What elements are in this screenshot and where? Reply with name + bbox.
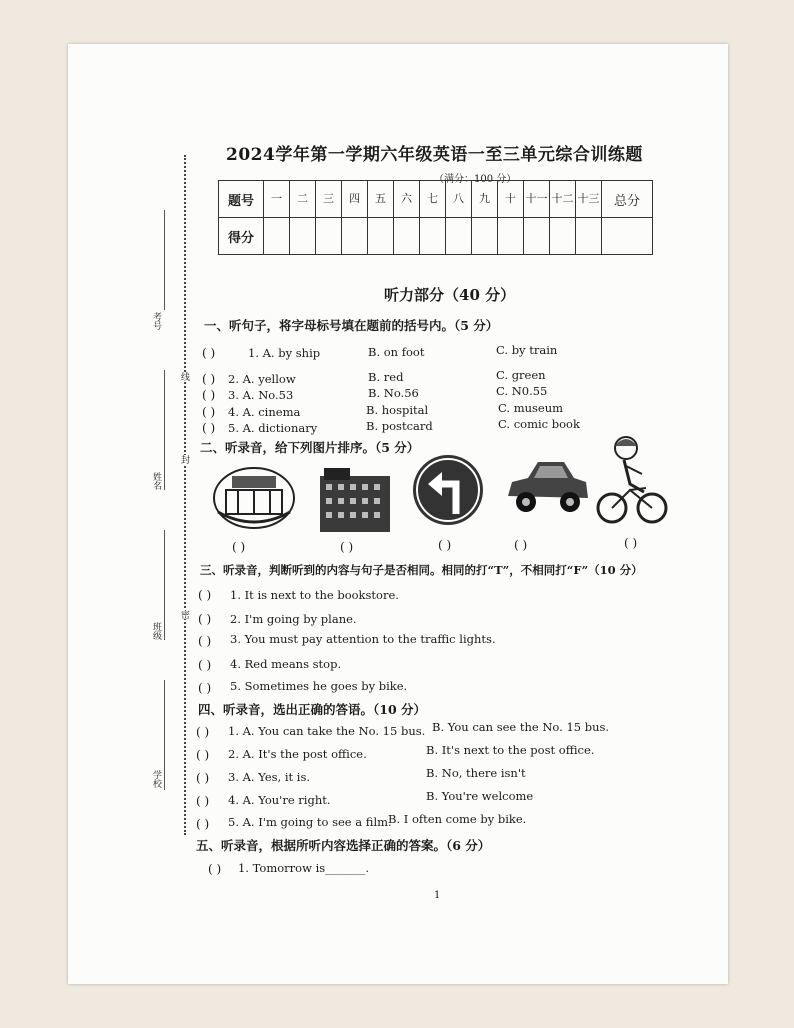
score-table-row-head: 题号 — [219, 181, 264, 218]
answer-paren[interactable]: ( ) — [196, 771, 210, 785]
section5-heading: 五、听录音，根据所听内容选择正确的答案。（6 分） — [196, 838, 491, 853]
option-a: 4. A. You're right. — [228, 793, 331, 807]
section4-heading: 四、听录音，选出正确的答语。（10 分） — [198, 702, 426, 717]
score-cell[interactable] — [576, 218, 602, 255]
label-class: 班级 — [151, 622, 161, 640]
option-b: B. postcard — [366, 419, 433, 433]
score-table-col: 四 — [342, 181, 368, 218]
option-c: C. green — [496, 368, 546, 382]
score-cell[interactable] — [602, 218, 653, 255]
building-picture — [314, 466, 394, 534]
section2-heading: 二、听录音，给下列图片排序。（5 分） — [200, 440, 420, 455]
answer-paren[interactable]: ( ) — [196, 794, 210, 808]
label-name: 姓名 — [151, 472, 161, 490]
score-cell[interactable] — [446, 218, 472, 255]
score-cell[interactable] — [550, 218, 576, 255]
option-c: C. comic book — [498, 417, 580, 431]
label-exam-number: 考号 — [151, 312, 161, 330]
score-table-col: 十二 — [550, 181, 576, 218]
binding-mark-feng: 封 — [179, 455, 189, 464]
score-table-col: 十 — [498, 181, 524, 218]
option-b: B. No, there isn't — [426, 766, 526, 780]
score-table-col: 七 — [420, 181, 446, 218]
score-table-col: 一 — [264, 181, 290, 218]
answer-paren[interactable]: ( ) — [198, 612, 212, 626]
section1-heading: 一、听句子，将字母标号填在题前的括号内。（5 分） — [204, 318, 499, 333]
score-cell[interactable] — [498, 218, 524, 255]
option-a: 5. A. I'm going to see a film. — [228, 815, 392, 829]
page-number: 1 — [434, 890, 441, 901]
score-cell[interactable] — [420, 218, 446, 255]
statement: 3. You must pay attention to the traffic lights. — [230, 632, 496, 646]
score-table-col: 六 — [394, 181, 420, 218]
score-table-col: 十一 — [524, 181, 550, 218]
score-cell[interactable] — [394, 218, 420, 255]
option-b: B. It's next to the post office. — [426, 743, 595, 757]
option-a: 1. A. by ship — [248, 346, 321, 360]
answer-paren[interactable]: ( ) — [198, 634, 212, 648]
option-b: B. red — [368, 370, 404, 384]
option-b: B. You can see the No. 15 bus. — [432, 720, 610, 734]
score-table-col: 三 — [316, 181, 342, 218]
answer-paren[interactable]: ( ) — [198, 588, 212, 602]
score-cell[interactable] — [342, 218, 368, 255]
score-table-total: 总分 — [602, 181, 653, 218]
option-b: B. on foot — [368, 345, 425, 359]
section3-heading: 三、听录音，判断听到的内容与句子是否相同。相同的打“T”，不相同打“F”（10 分） — [200, 563, 643, 577]
statement: 2. I'm going by plane. — [230, 612, 357, 626]
answer-paren[interactable]: ( ) — [208, 862, 222, 876]
binding-blank-line — [164, 210, 165, 310]
picture-answer-paren[interactable]: ( ) — [232, 540, 246, 554]
car-picture — [502, 448, 590, 520]
museum-picture — [208, 462, 300, 534]
statement: 1. It is next to the bookstore. — [230, 588, 399, 602]
binding-mark-xian: 线 — [179, 372, 189, 381]
statement: 4. Red means stop. — [230, 657, 342, 671]
answer-paren[interactable]: ( ) — [198, 681, 212, 695]
option-a: 3. A. No.53 — [228, 388, 294, 402]
picture-answer-paren[interactable]: ( ) — [340, 540, 354, 554]
score-table-col: 八 — [446, 181, 472, 218]
answer-paren[interactable]: ( ) — [202, 346, 216, 360]
answer-paren[interactable]: ( ) — [202, 405, 216, 419]
binding-blank-line — [164, 680, 165, 790]
answer-paren[interactable]: ( ) — [198, 658, 212, 672]
picture-answer-paren[interactable]: ( ) — [514, 538, 528, 552]
picture-answer-paren[interactable]: ( ) — [438, 538, 452, 552]
full-marks: （满分：100 分） — [434, 174, 517, 185]
option-a: 3. A. Yes, it is. — [228, 770, 311, 784]
option-b: B. You're welcome — [426, 789, 534, 803]
score-cell[interactable] — [264, 218, 290, 255]
score-table-row-score: 得分 — [219, 218, 264, 255]
score-table-col: 十三 — [576, 181, 602, 218]
score-table-col: 五 — [368, 181, 394, 218]
score-table-col: 二 — [290, 181, 316, 218]
binding-blank-line — [164, 370, 165, 490]
option-b: B. No.56 — [368, 386, 419, 400]
answer-paren[interactable]: ( ) — [202, 372, 216, 386]
binding-dotted-line — [184, 155, 186, 835]
score-cell[interactable] — [472, 218, 498, 255]
option-c: C. museum — [498, 401, 564, 415]
turn-left-sign-picture — [410, 452, 486, 528]
score-cell[interactable] — [524, 218, 550, 255]
answer-paren[interactable]: ( ) — [196, 725, 210, 739]
listening-section-title: 听力部分（40 分） — [384, 286, 516, 304]
picture-answer-paren[interactable]: ( ) — [624, 536, 638, 550]
option-a: 4. A. cinema — [228, 405, 301, 419]
option-c: C. N0.55 — [496, 384, 548, 398]
answer-paren[interactable]: ( ) — [202, 388, 216, 402]
option-b: B. I often come by bike. — [388, 812, 527, 826]
score-table-col: 九 — [472, 181, 498, 218]
answer-paren[interactable]: ( ) — [196, 817, 210, 831]
option-b: B. hospital — [366, 403, 429, 417]
option-a: 1. A. You can take the No. 15 bus. — [228, 724, 426, 738]
score-cell[interactable] — [368, 218, 394, 255]
label-school: 学校 — [151, 770, 161, 788]
option-a: 2. A. It's the post office. — [228, 747, 367, 761]
answer-paren[interactable]: ( ) — [202, 421, 216, 435]
answer-paren[interactable]: ( ) — [196, 748, 210, 762]
page-title: 2024学年第一学期六年级英语一至三单元综合训练题 — [226, 145, 643, 165]
question: 1. Tomorrow is_______. — [238, 861, 370, 875]
option-a: 2. A. yellow — [228, 372, 296, 386]
score-cell[interactable] — [290, 218, 316, 255]
score-table — [218, 180, 653, 255]
statement: 5. Sometimes he goes by bike. — [230, 679, 408, 693]
binding-mark-mi: 密 — [179, 610, 189, 619]
bike-rider-picture — [596, 432, 672, 526]
option-c: C. by train — [496, 343, 558, 357]
option-a: 5. A. dictionary — [228, 421, 318, 435]
binding-blank-line — [164, 530, 165, 640]
score-cell[interactable] — [316, 218, 342, 255]
